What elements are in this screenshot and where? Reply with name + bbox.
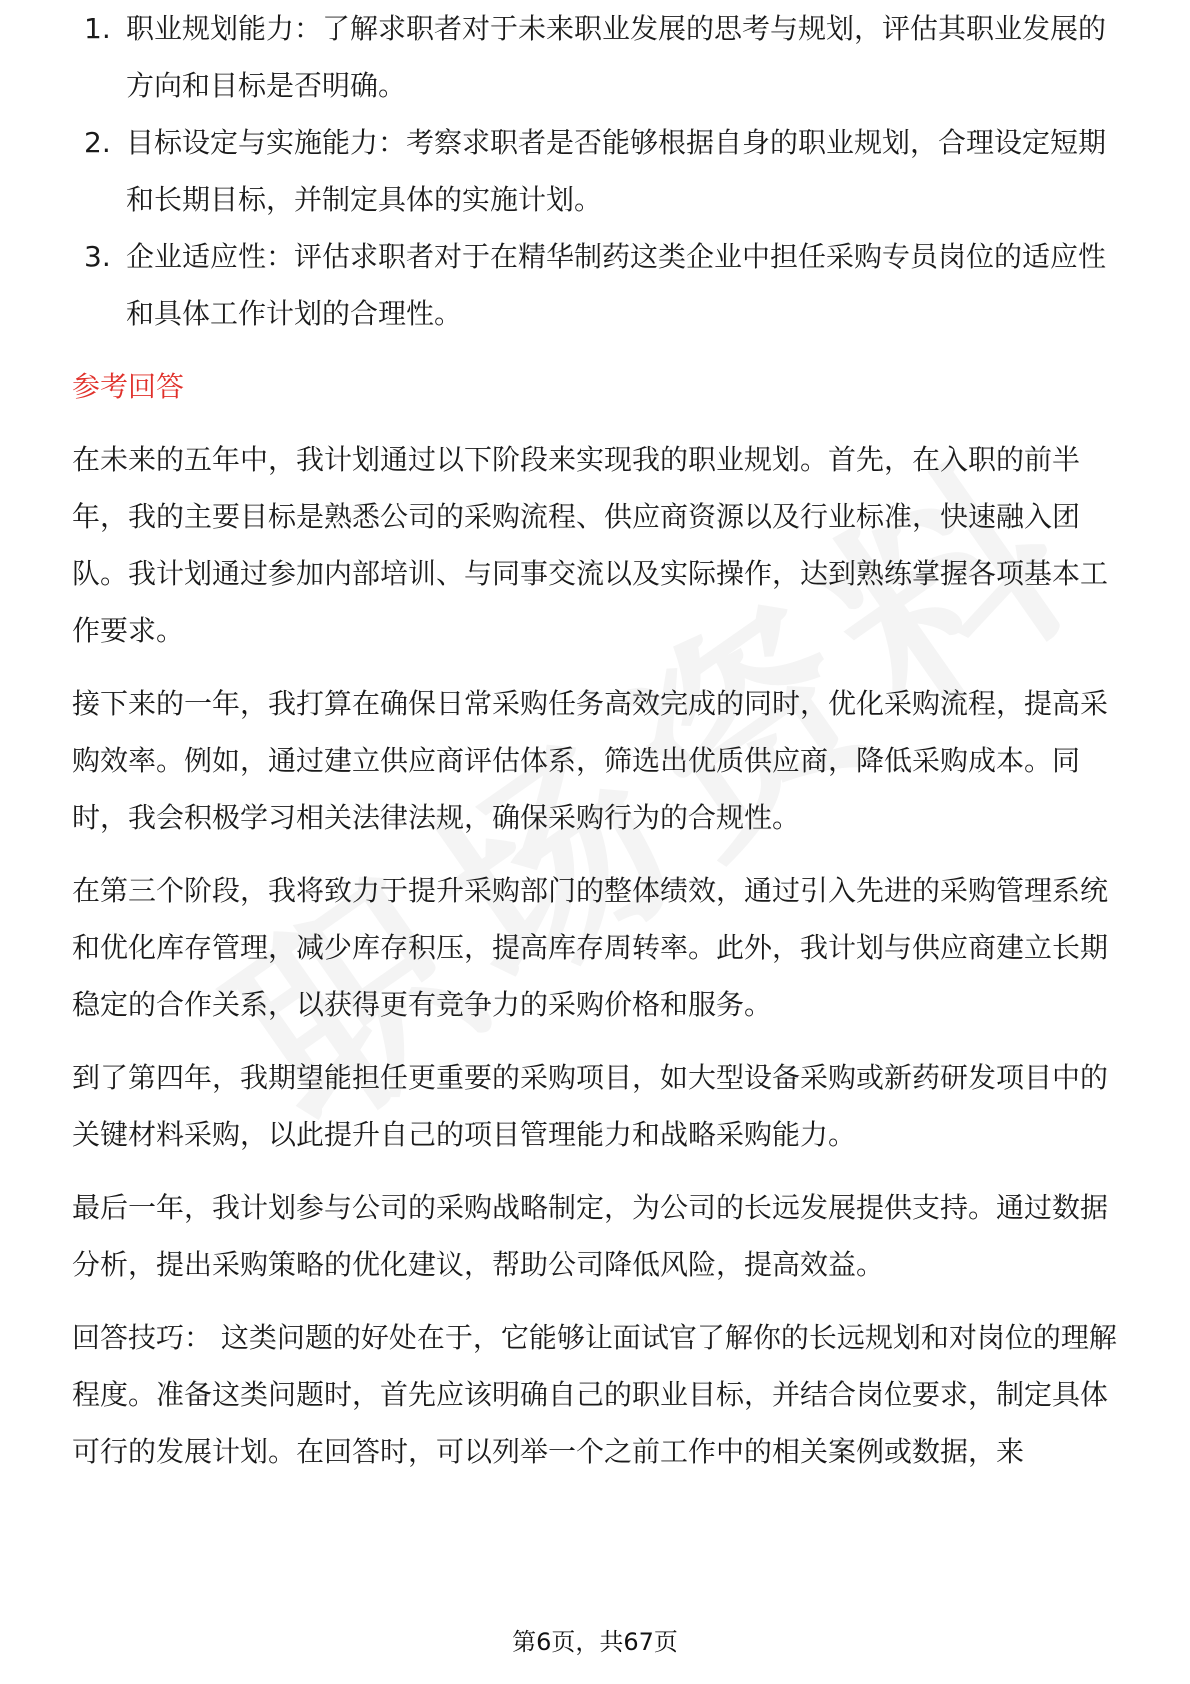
list-number: 1.	[84, 12, 111, 45]
evaluation-points-list	[72, 0, 1122, 342]
answer-tip: 回答技巧： 这类问题的好处在于，它能够让面试官了解你的长远规划和对岗位的理解程度。准备这类问题时，首先应该明确自己的职业目标，并结合岗位要求，制定具体可行的发展计划。在回答时，可以列举一个之前工作中的相关案例或数据，来	[72, 1321, 1117, 1468]
answer-paragraph: 最后一年，我计划参与公司的采购战略制定，为公司的长远发展提供支持。通过数据分析，提出采购策略的优化建议，帮助公司降低风险，提高效益。	[72, 1191, 1109, 1281]
answer-paragraph: 接下来的一年，我打算在确保日常采购任务高效完成的同时，优化采购流程，提高采购效率。例如，通过建立供应商评估体系，筛选出优质供应商，降低采购成本。同时，我会积极学习相关法律法规，确保采购行为的合规性。	[72, 687, 1109, 834]
answer-paragraph: 在第三个阶段，我将致力于提升采购部门的整体绩效，通过引入先进的采购管理系统和优化库存管理，减少库存积压，提高库存周转率。此外，我计划与供应商建立长期稳定的合作关系，以获得更有竞争力的采购价格和服务。	[72, 874, 1109, 1021]
list-item-text: 企业适应性：评估求职者对于在精华制药这类企业中担任采购专员岗位的适应性和具体工作计划的合理性。	[126, 240, 1107, 330]
answer-paragraph: 在未来的五年中，我计划通过以下阶段来实现我的职业规划。首先，在入职的前半年，我的主要目标是熟悉公司的采购流程、供应商资源以及行业标准，快速融入团队。我计划通过参加内部培训、与同事交流以及实际操作，达到熟练掌握各项基本工作要求。	[72, 443, 1109, 647]
answer-paragraph: 到了第四年，我期望能担任更重要的采购项目，如大型设备采购或新药研发项目中的关键材料采购，以此提升自己的项目管理能力和战略采购能力。	[72, 1061, 1109, 1151]
section-title: 参考回答	[72, 370, 185, 403]
list-item	[72, 114, 1122, 228]
list-item	[72, 0, 1122, 114]
list-item	[72, 228, 1122, 342]
list-number: 2.	[84, 126, 111, 159]
list-number: 3.	[84, 240, 111, 273]
page-number: 第6页，共67页	[512, 1628, 678, 1656]
list-item-text: 职业规划能力：了解求职者对于未来职业发展的思考与规划，评估其职业发展的方向和目标是否明确。	[126, 12, 1107, 102]
list-item-text: 目标设定与实施能力：考察求职者是否能够根据自身的职业规划，合理设定短期和长期目标，并制定具体的实施计划。	[126, 126, 1107, 216]
document-body	[72, 0, 1122, 1480]
